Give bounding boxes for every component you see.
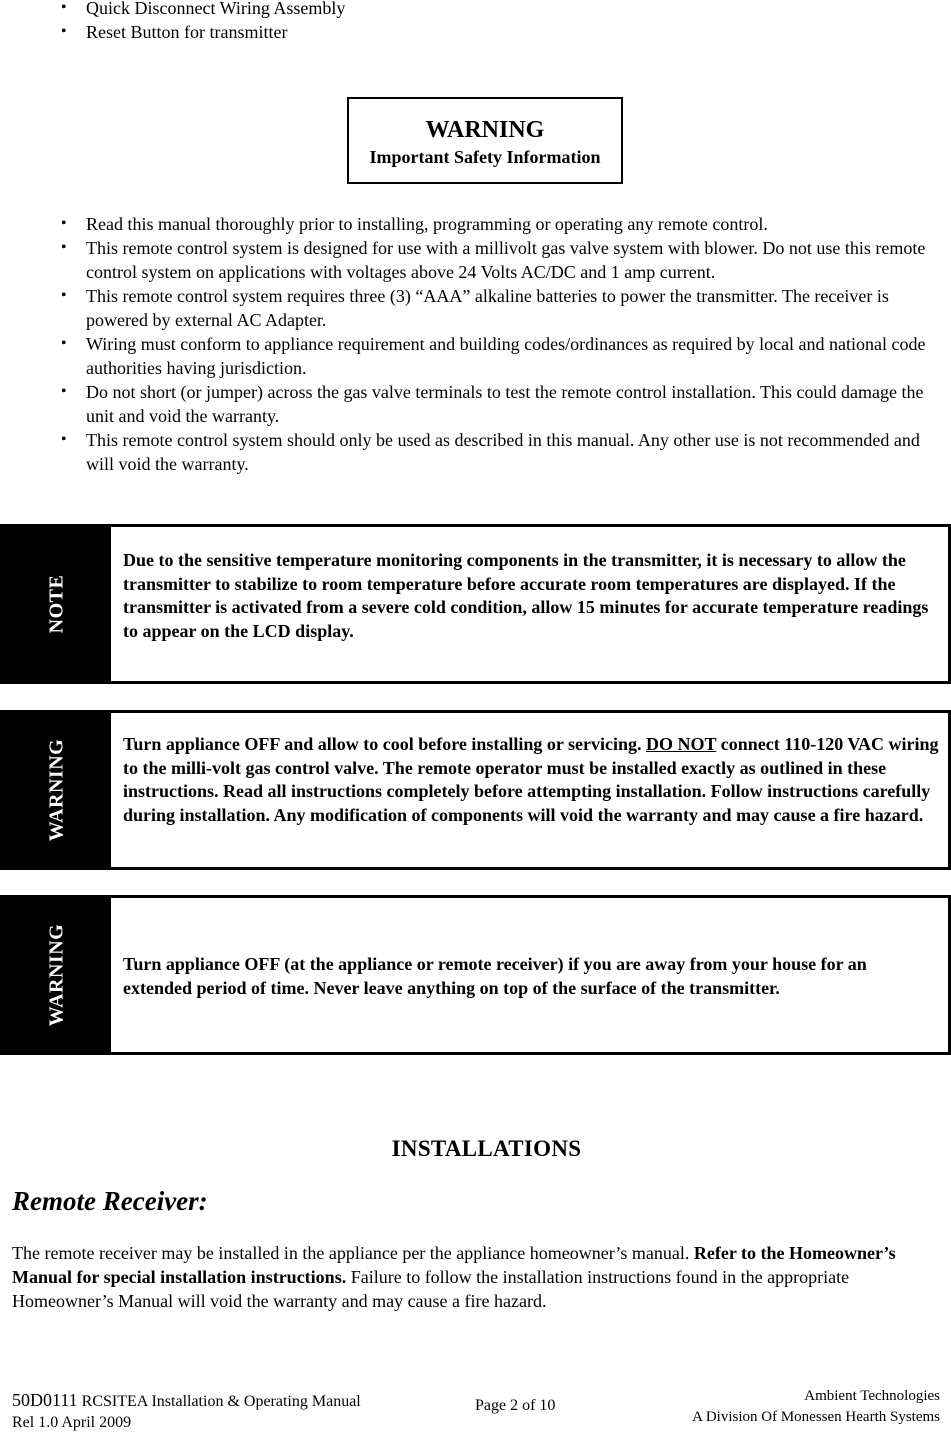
warning-title: WARNING <box>425 117 545 143</box>
list-item: • Reset Button for transmitter <box>0 20 353 44</box>
paragraph-text: The remote receiver may be installed in the appliance per the appliance homeowner’s manual. <box>12 1243 694 1263</box>
warning-subtitle: Important Safety Information <box>369 147 601 167</box>
note-callout <box>0 524 951 684</box>
list-item: • Quick Disconnect Wiring Assembly <box>0 0 353 20</box>
subsection-heading: Remote Receiver: <box>12 1186 208 1216</box>
callout-text-part: Turn appliance OFF and allow to cool before installing or servicing. <box>123 734 647 754</box>
callout-label-bar <box>3 713 111 867</box>
list-item: • This remote control system requires three (3) “AAA” alkaline batteries to power the transmitter. The receiver is powered by external AC Adapter. <box>0 284 951 332</box>
safety-warning-header <box>347 97 623 184</box>
warning-callout-install <box>0 710 951 870</box>
company-division: A Division Of Monessen Hearth Systems <box>692 1409 940 1425</box>
list-item: • Do not short (or jumper) across the gas valve terminals to test the remote control installation. This could damage the unit and void the warranty. <box>0 380 951 428</box>
footer-document-info <box>12 1390 361 1433</box>
receiver-paragraph <box>12 1241 947 1313</box>
callout-label: WARNING <box>45 738 68 842</box>
page-number: Page 2 of 10 <box>475 1397 556 1414</box>
release-info: Rel 1.0 April 2009 <box>12 1414 132 1431</box>
callout-label: WARNING <box>45 923 68 1027</box>
company-name: Ambient Technologies <box>804 1388 940 1404</box>
safety-list <box>0 212 951 476</box>
callout-label-bar <box>3 527 111 681</box>
section-title: INSTALLATIONS <box>391 1136 582 1161</box>
list-item: • This remote control system should only be used as described in this manual. Any other use is not recommended and will void the warranty. <box>0 428 951 476</box>
doc-number: 50D0111 <box>12 1390 78 1410</box>
callout-label-bar <box>3 898 111 1052</box>
footer-company-info <box>692 1386 940 1428</box>
callout-text <box>123 733 940 827</box>
feature-list <box>0 0 353 44</box>
paragraph-text: Failure to follow the installation instructions found in the appropriate Homeowner’s Manual will void the warranty and may cause a fire hazard. <box>12 1267 850 1311</box>
callout-label: NOTE <box>45 574 68 634</box>
doc-title: RCSITEA Installation & Operating Manual <box>81 1393 361 1410</box>
warning-callout-away <box>0 895 951 1055</box>
list-item: • This remote control system is designed for use with a millivolt gas valve system with blower. Do not use this remote control system on applications with voltages above 24 Volts AC/DC and 1 amp current. <box>0 236 951 284</box>
callout-text: Turn appliance OFF (at the appliance or remote receiver) if you are away from your house for an extended period of time. Never leave anything on top of the surface of the transmitter. <box>123 954 867 998</box>
do-not-emphasis: DO NOT <box>646 734 717 754</box>
paragraph-emphasis: Refer to the Homeowner’s Manual for special installation instructions. <box>12 1243 896 1287</box>
list-item: • Read this manual thoroughly prior to installing, programming or operating any remote control. <box>0 212 951 236</box>
list-item: • Wiring must conform to appliance requirement and building codes/ordinances as required by local and national code authorities having jurisdiction. <box>0 332 951 380</box>
callout-text: Due to the sensitive temperature monitoring components in the transmitter, it is necessary to allow the transmitter to stabilize to room temperature before accurate room temperatures are displayed. If the transmitter is activated from a severe cold condition, allow 15 minutes for accurate temperature readings to appear on the LCD display. <box>123 550 929 641</box>
callout-text-part: connect 110-120 VAC wiring to the milli-volt gas control valve. The remote operator must be installed exactly as outlined in these instructions. Read all instructions completely before attempting installation. Follow instructions carefully during installation. Any modification of components will void the warranty and may cause a fire hazard. <box>123 734 939 825</box>
